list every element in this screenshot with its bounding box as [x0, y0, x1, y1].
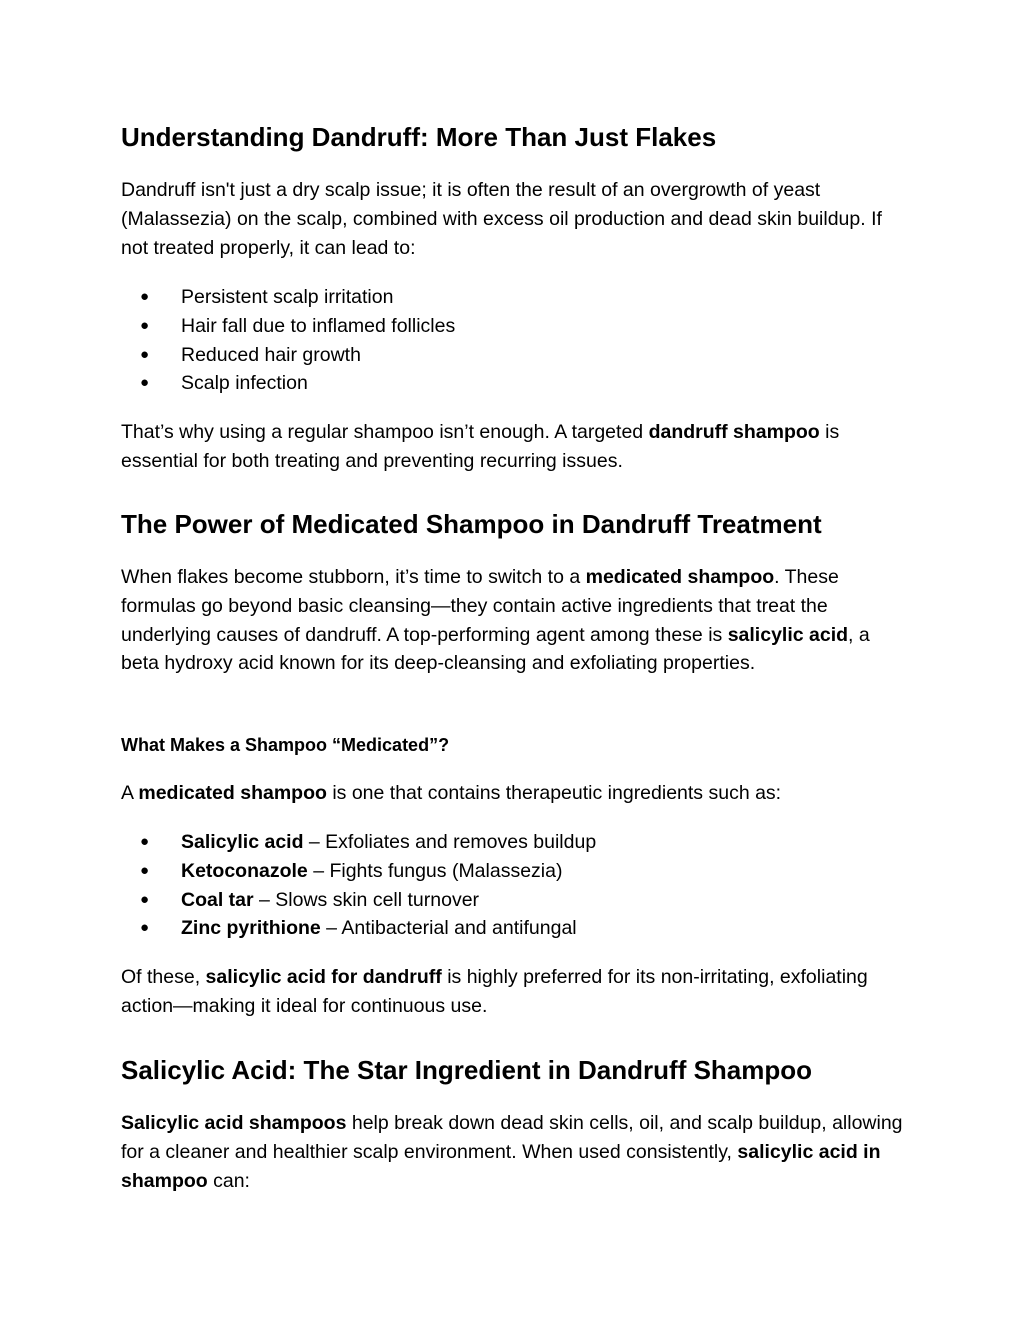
keyword-medicated-shampoo: medicated shampoo [138, 782, 327, 804]
section3-heading: Salicylic Acid: The Star Ingredient in Dandruff Shampoo [121, 1055, 813, 1085]
bullet-icon: ● [140, 345, 150, 363]
keyword-medicated-shampoo: medicated shampoo [585, 566, 775, 588]
list-item: ● Coal tar – Slows skin cell turnover [121, 886, 911, 915]
section2-paragraph-2: A medicated shampoo is one that contains therapeutic ingredients such as: [121, 782, 782, 804]
section3-paragraph-1: Salicylic acid shampoos help break down dead skin cells, oil, and scalp buildup, allowing for a cleaner and healthier scalp environment. When used consistently, salicylic acid in shampoo can: [121, 1112, 903, 1192]
ingredients-list [121, 828, 911, 943]
bullet-icon: ● [140, 861, 150, 879]
section2-subheading: What Makes a Shampoo “Medicated”? [121, 735, 450, 755]
bullet-icon: ● [140, 374, 150, 392]
list-item: ● Zinc pyrithione – Antibacterial and antifungal [121, 914, 911, 943]
keyword-dandruff-shampoo: dandruff shampoo [648, 421, 820, 443]
bullet-icon: ● [140, 833, 150, 850]
section1-bullet-list [121, 283, 911, 398]
keyword-salicylic-acid-shampoos: Salicylic acid shampoos [121, 1112, 347, 1134]
list-item: ● Salicylic acid – Exfoliates and removes buildup [121, 828, 911, 857]
section1-outro: That’s why using a regular shampoo isn’t enough. A targeted dandruff shampoo is essential for both treating and preventing recurring issues. [121, 421, 840, 472]
keyword-salicylic-acid-in-shampoo: salicylic acid in shampoo [121, 1140, 881, 1192]
keyword-salicylic-acid: salicylic acid [727, 623, 849, 646]
list-item: ● Scalp infection [121, 369, 911, 398]
list-item: ● Hair fall due to inflamed follicles [121, 312, 911, 341]
section1-heading: Understanding Dandruff: More Than Just Flakes [121, 122, 717, 152]
bullet-icon: ● [140, 919, 150, 937]
bullet-icon: ● [140, 316, 150, 334]
list-item: ● Persistent scalp irritation [121, 283, 911, 312]
section2-heading: The Power of Medicated Shampoo in Dandruff Treatment [121, 509, 822, 539]
bullet-icon: ● [140, 890, 150, 908]
keyword-salicylic-acid-for-dandruff: salicylic acid for dandruff [205, 966, 442, 988]
section1-intro: Dandruff isn't just a dry scalp issue; it is often the result of an overgrowth of yeast (Malassezia) on the scalp, combined with excess oil production and dead skin buildup. If not treated properly, it can lead to: [121, 179, 882, 259]
list-item: ● Reduced hair growth [121, 341, 911, 370]
section2-paragraph-3: Of these, salicylic acid for dandruff is highly preferred for its non-irritating, exfoliating action—making it ideal for continuous use. [121, 966, 868, 1017]
list-item: ● Ketoconazole – Fights fungus (Malassezia) [121, 857, 911, 886]
bullet-icon: ● [140, 288, 150, 305]
section2-paragraph-1: When flakes become stubborn, it’s time to switch to a medicated shampoo. These formulas go beyond basic cleansing—they contain active ingredients that treat the underlying causes of dandruff. A top-performing agent among these is salicylic acid, a beta hydroxy acid known for its deep-cleansing and exfoliating properties. [121, 566, 870, 675]
